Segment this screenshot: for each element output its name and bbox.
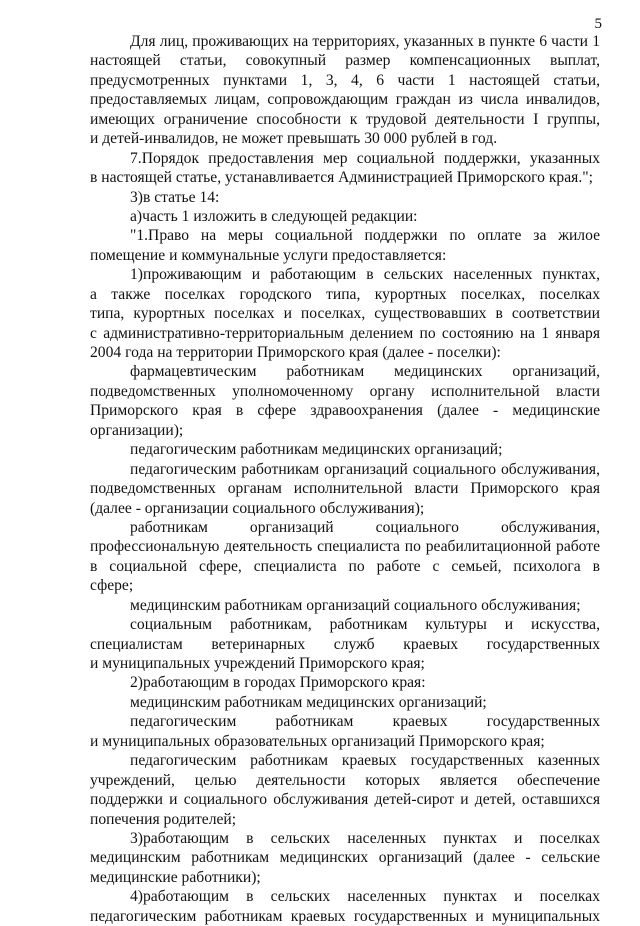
text-line: педагогическим работникам краевых государственных и муниципальных	[90, 907, 600, 925]
text-line: педагогическим работникам медицинских организаций;	[130, 441, 503, 459]
text-line: и муниципальных учреждений Приморского края;	[90, 655, 425, 672]
text-line: педагогическим работникам краевых государственных казенных	[130, 752, 600, 770]
text-line: профессиональную деятельность специалиста по реабилитационной работе	[90, 538, 600, 556]
text-line: 2004 года на территории Приморского края (далее - поселки):	[90, 344, 501, 361]
text-line: медицинские работники);	[90, 868, 261, 886]
text-line: поддержки и социального обслуживания детей-сирот и детей, оставшихся	[90, 791, 600, 809]
text-line: медицинским работникам медицинских организаций;	[130, 693, 487, 711]
text-line: работникам организаций социального обслуживания,	[130, 518, 600, 536]
page-number: 5	[594, 16, 602, 32]
text-line: организации);	[90, 421, 184, 439]
document-body	[90, 32, 600, 926]
text-line: 4)работающим в сельских населенных пунктах и поселках	[130, 888, 600, 906]
text-line: и муниципальных образовательных организаций Приморского края;	[90, 732, 545, 750]
text-line: в настоящей статье, устанавливается Администрацией Приморского края.";	[90, 169, 593, 187]
text-line: педагогическим работникам краевых государственных	[130, 713, 600, 731]
text-line: "1.Право на меры социальной поддержки по оплате за жилое	[130, 227, 600, 245]
text-line: социальным работникам, работникам культуры и искусства,	[130, 616, 600, 634]
text-line: 3)в статье 14:	[130, 188, 220, 206]
text-line: специалистам ветеринарных служб краевых государственных	[90, 635, 600, 653]
text-line: подведомственных органам исполнительной власти Приморского края	[90, 480, 600, 498]
text-line: типа, курортных поселках и поселках, существовавших в соответствии	[90, 305, 600, 323]
text-line: а также поселках городского типа, курортных поселках, поселках	[90, 285, 600, 303]
text-line: 1)проживающим и работающим в сельских населенных пунктах,	[130, 266, 600, 284]
text-line: (далее - организации социального обслуживания);	[90, 499, 425, 517]
text-line: фармацевтическим работникам медицинских организаций,	[130, 363, 600, 381]
text-line: сфере;	[90, 577, 134, 595]
text-line: имеющих ограничение способности к трудовой деятельности I группы,	[90, 110, 600, 128]
text-line: помещение и коммунальные услуги предоставляется:	[90, 246, 447, 264]
text-line: Приморского края в сфере здравоохранения (далее - медицинские	[90, 402, 600, 420]
text-line: учреждений, целью деятельности которых является обеспечение	[90, 771, 600, 789]
text-line: медицинским работникам организаций социального обслуживания;	[130, 596, 581, 614]
text-line: медицинским работникам медицинских организаций (далее - сельские	[90, 849, 600, 867]
text-line: предоставляемых лицам, сопровождающим граждан из числа инвалидов,	[90, 91, 600, 109]
text-line: попечения родителей;	[90, 810, 237, 828]
text-line: предусмотренных пунктами 1, 3, 4, 6 части 1 настоящей статьи,	[90, 71, 600, 89]
text-line: 2)работающим в городах Приморского края:	[130, 674, 426, 692]
text-line: педагогическим работникам организаций социального обслуживания,	[130, 460, 600, 478]
text-line: настоящей статьи, совокупный размер компенсационных выплат,	[90, 52, 600, 70]
text-line: 3)работающим в сельских населенных пунктах и поселках	[130, 829, 600, 847]
text-line: а)часть 1 изложить в следующей редакции:	[130, 207, 418, 225]
text-line: и детей-инвалидов, не может превышать 30 000 рублей в год.	[90, 130, 498, 148]
text-line: подведомственных уполномоченному органу исполнительной власти	[90, 382, 600, 400]
text-line: в социальной сфере, специалиста по работе с семьей, психолога в	[90, 557, 600, 575]
text-line: 7.Порядок предоставления мер социальной поддержки, указанных	[130, 149, 600, 167]
text-line: Для лиц, проживающих на территориях, указанных в пункте 6 части 1	[130, 33, 600, 50]
text-line: с административно-территориальным делением по состоянию на 1 января	[90, 324, 600, 342]
